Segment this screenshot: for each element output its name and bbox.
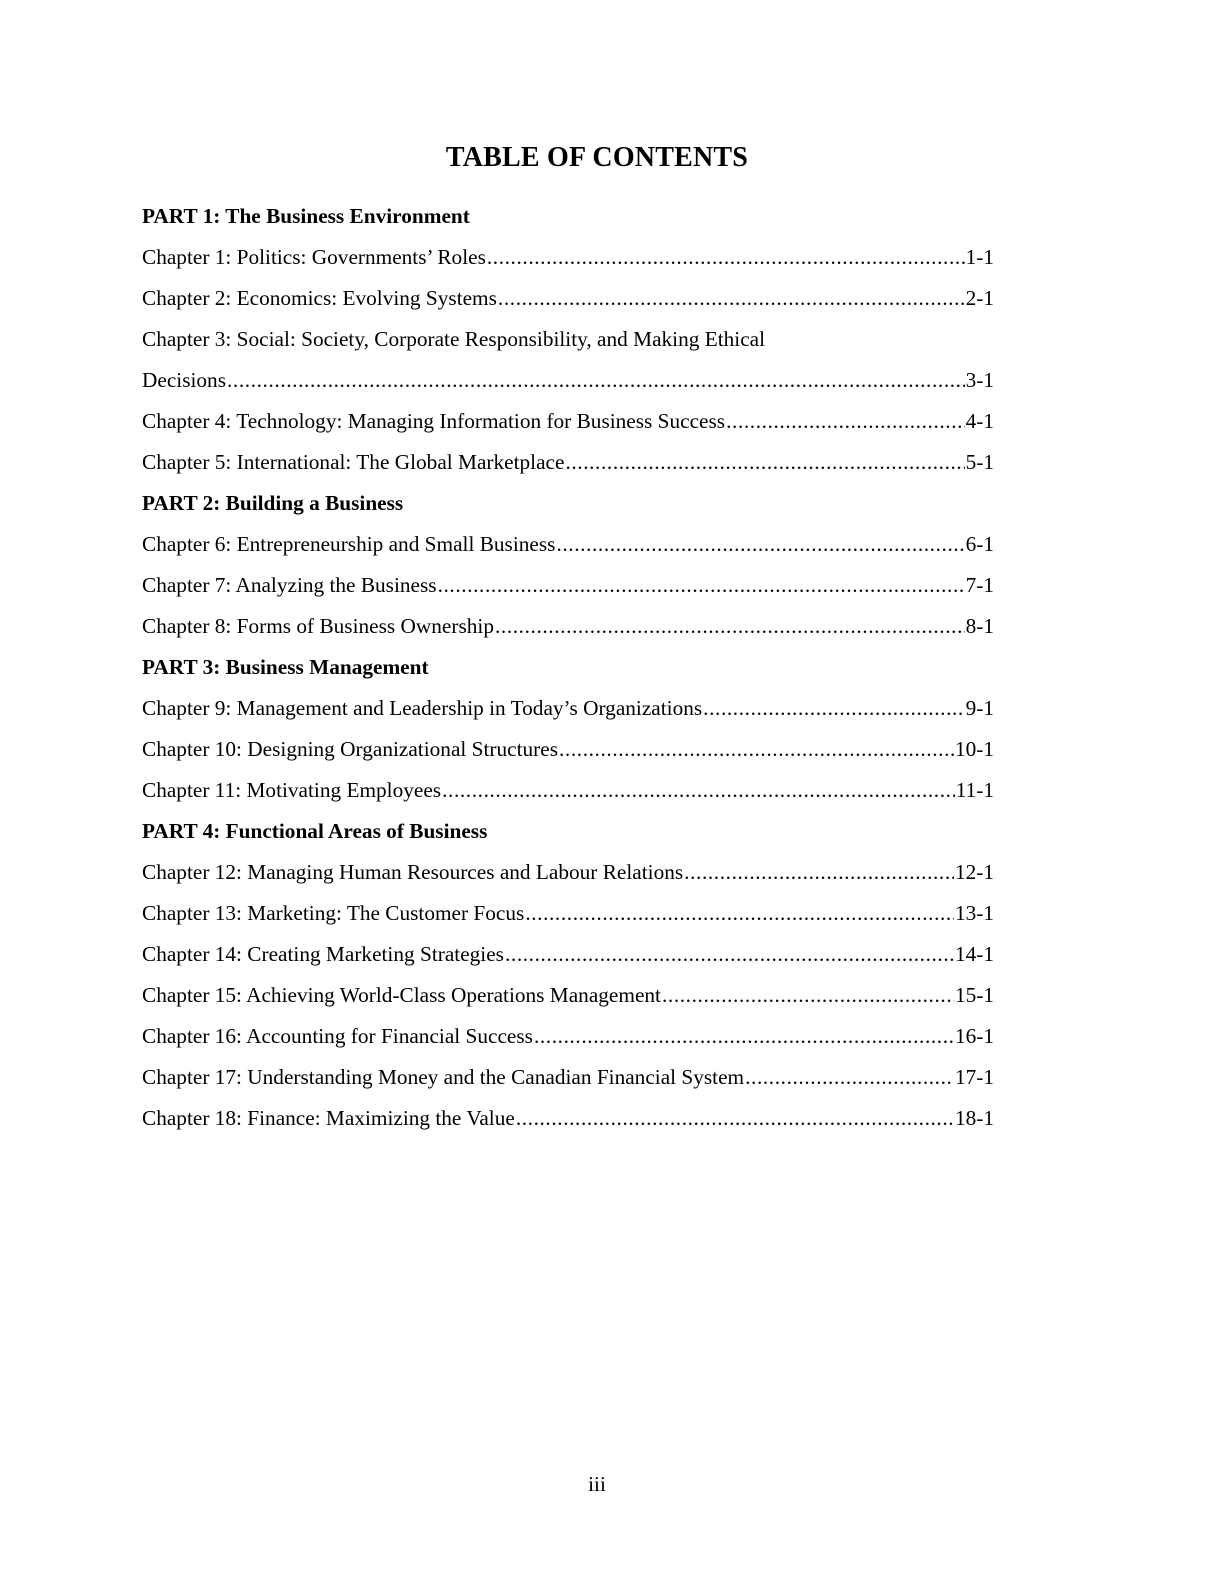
chapter-title: Chapter 14: Creating Marketing Strategies <box>142 942 504 966</box>
chapter-page: 7-1 <box>965 573 994 597</box>
toc-entry[interactable] <box>142 237 994 278</box>
toc-entry[interactable] <box>142 524 994 565</box>
chapter-page: 8-1 <box>965 614 994 638</box>
chapter-title: Chapter 15: Achieving World-Class Operations Management <box>142 983 661 1007</box>
chapter-title: Chapter 4: Technology: Managing Information for Business Success <box>142 409 726 433</box>
dot-leader <box>703 696 964 721</box>
chapter-title: Chapter 3: Social: Society, Corporate Responsibility, and Making Ethical <box>142 327 766 351</box>
toc-entry[interactable] <box>142 893 994 934</box>
dot-leader <box>525 901 954 926</box>
chapter-title: Chapter 17: Understanding Money and the Canadian Financial System <box>142 1065 745 1089</box>
chapter-title: Chapter 16: Accounting for Financial Success <box>142 1024 533 1048</box>
chapter-page: 15-1 <box>954 983 994 1007</box>
toc-entry[interactable] <box>142 442 994 483</box>
chapter-page: 4-1 <box>965 409 994 433</box>
toc-entry[interactable] <box>142 565 994 606</box>
toc-entry[interactable] <box>142 852 994 893</box>
chapter-page: 10-1 <box>954 737 994 761</box>
chapter-page: 9-1 <box>965 696 994 720</box>
chapter-page: 13-1 <box>954 901 994 925</box>
toc-entry[interactable] <box>142 975 994 1016</box>
chapter-page: 14-1 <box>954 942 994 966</box>
chapter-title: Chapter 1: Politics: Governments’ Roles <box>142 245 486 269</box>
dot-leader <box>438 573 965 598</box>
toc-entry[interactable] <box>142 401 994 442</box>
toc-entry[interactable] <box>142 729 994 770</box>
toc-entry[interactable] <box>142 1098 994 1139</box>
page-number: iii <box>588 1472 606 1496</box>
chapter-title: Chapter 12: Managing Human Resources and Labour Relations <box>142 860 684 884</box>
dot-leader <box>498 286 965 311</box>
part-heading: PART 3: Business Management <box>142 655 429 679</box>
chapter-page: 5-1 <box>965 450 994 474</box>
toc-entry[interactable] <box>142 606 994 647</box>
dot-leader <box>556 532 964 557</box>
dot-leader <box>495 614 965 639</box>
chapter-title: Chapter 18: Finance: Maximizing the Value <box>142 1106 515 1130</box>
dot-leader <box>505 942 954 967</box>
part-heading: PART 4: Functional Areas of Business <box>142 819 488 843</box>
dot-leader <box>487 245 965 270</box>
dot-leader <box>684 860 954 885</box>
dot-leader <box>516 1106 954 1131</box>
chapter-title: Chapter 13: Marketing: The Customer Focus <box>142 901 525 925</box>
toc-entry-line1[interactable] <box>142 319 994 360</box>
dot-leader <box>227 368 965 393</box>
chapter-page: 18-1 <box>954 1106 994 1130</box>
chapter-title: Chapter 7: Analyzing the Business <box>142 573 437 597</box>
chapter-title: Chapter 10: Designing Organizational Structures <box>142 737 558 761</box>
chapter-page: 16-1 <box>954 1024 994 1048</box>
chapter-title: Chapter 2: Economics: Evolving Systems <box>142 286 497 310</box>
dot-leader <box>726 409 965 434</box>
chapter-title: Chapter 11: Motivating Employees <box>142 778 442 802</box>
toc-entry[interactable] <box>142 1057 994 1098</box>
toc-entry[interactable] <box>142 1016 994 1057</box>
chapter-title: Chapter 6: Entrepreneurship and Small Business <box>142 532 556 556</box>
chapter-page: 6-1 <box>965 532 994 556</box>
dot-leader <box>745 1065 954 1090</box>
toc-entry[interactable] <box>142 688 994 729</box>
chapter-title: Decisions <box>142 368 226 392</box>
chapter-page: 3-1 <box>965 368 994 392</box>
dot-leader <box>534 1024 954 1049</box>
chapter-title: Chapter 8: Forms of Business Ownership <box>142 614 494 638</box>
dot-leader <box>565 450 964 475</box>
chapter-page: 17-1 <box>954 1065 994 1089</box>
chapter-page: 2-1 <box>965 286 994 310</box>
chapter-page: 12-1 <box>954 860 994 884</box>
toc-entry[interactable] <box>142 770 994 811</box>
toc-entry[interactable] <box>142 934 994 975</box>
table-of-contents <box>142 196 994 1139</box>
chapter-title: Chapter 5: International: The Global Marketplace <box>142 450 565 474</box>
dot-leader <box>662 983 954 1008</box>
dot-leader <box>442 778 955 803</box>
chapter-page: 1-1 <box>965 245 994 269</box>
chapter-title: Chapter 9: Management and Leadership in Today’s Organizations <box>142 696 703 720</box>
toc-entry[interactable] <box>142 360 994 401</box>
toc-entry[interactable] <box>142 278 994 319</box>
chapter-page: 11-1 <box>955 778 994 802</box>
page-title: TABLE OF CONTENTS <box>445 142 749 173</box>
part-heading: PART 1: The Business Environment <box>142 204 470 228</box>
dot-leader <box>559 737 954 762</box>
part-heading: PART 2: Building a Business <box>142 491 404 515</box>
